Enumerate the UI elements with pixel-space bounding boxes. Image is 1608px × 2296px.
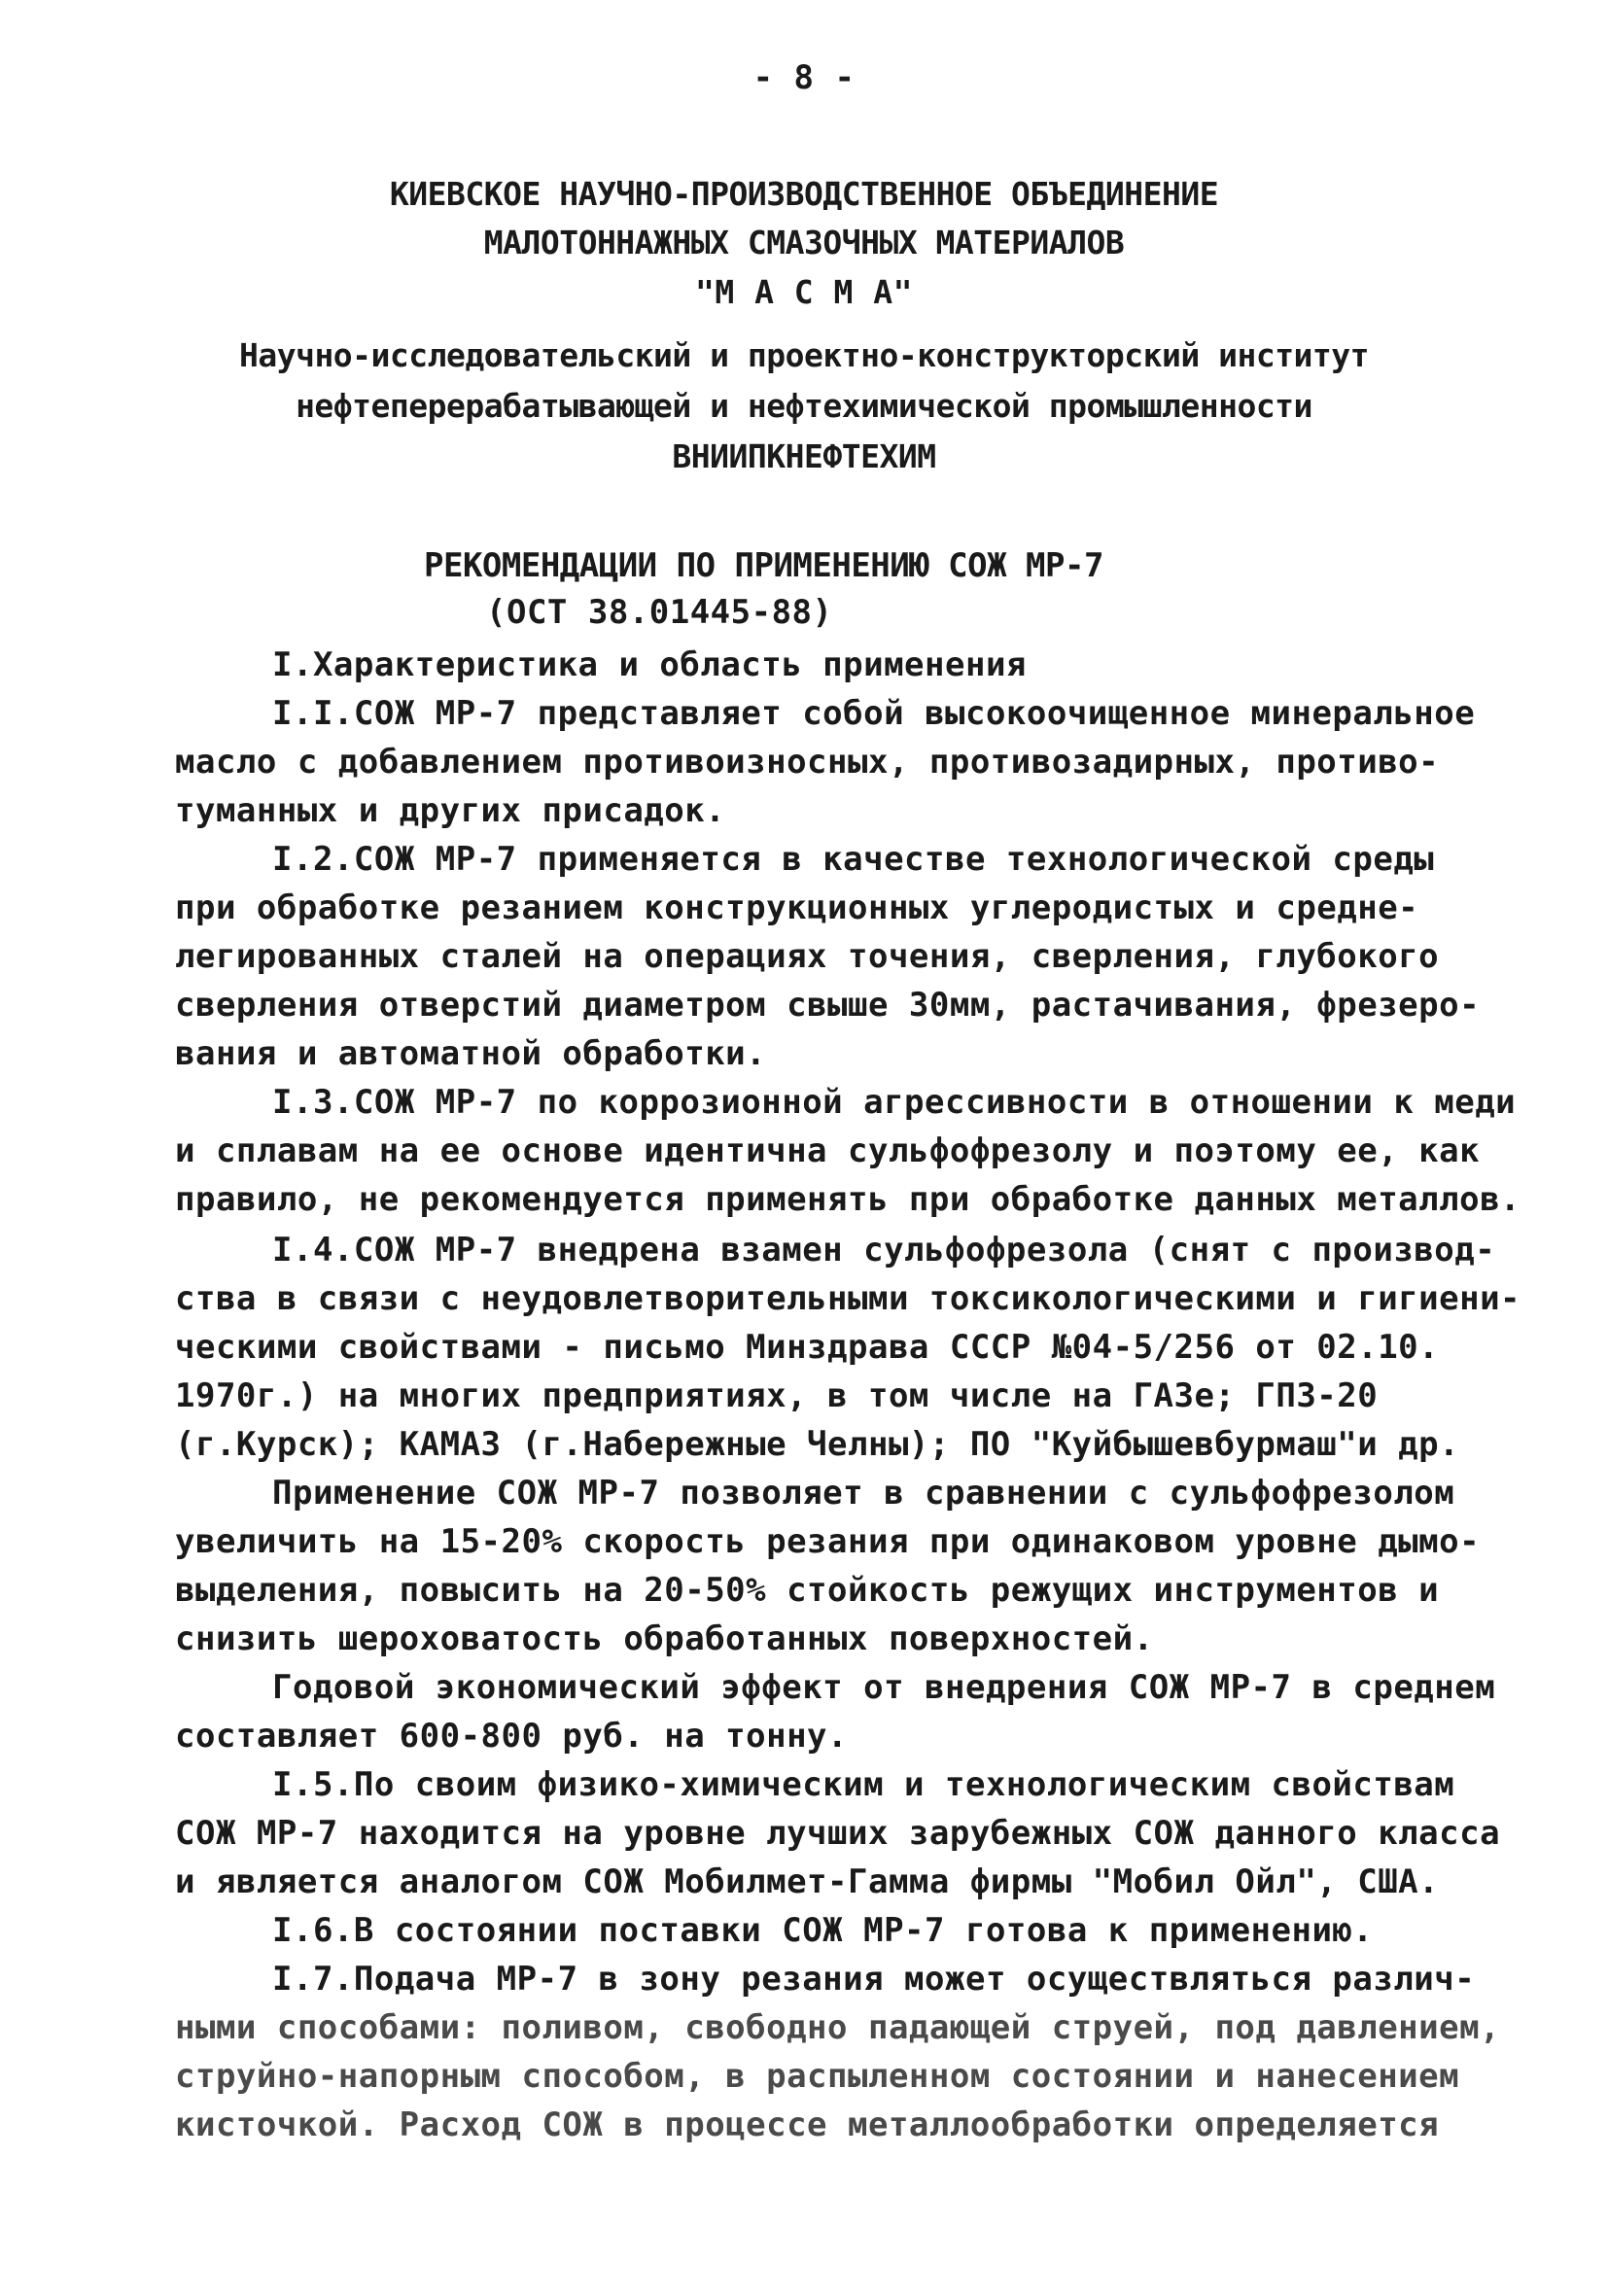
document-standard: (ОСТ 38.01445-88)	[486, 593, 833, 632]
paragraph-line: I.3.СОЖ МР-7 по коррозионной агрессивности в отношении к меди	[272, 1083, 1517, 1122]
paragraph-line: ческими свойствами - письмо Минздрава СССР №04-5/256 от 02.10.	[175, 1328, 1440, 1367]
org-name-line1: КИЕВСКОЕ НАУЧНО-ПРОИЗВОДСТВЕННОЕ ОБЪЕДИНЕНИЕ	[389, 175, 1219, 213]
org-name-line3: "М А С М А"	[694, 273, 914, 311]
paragraph-line: составляет 600-800 руб. на тонну.	[175, 1717, 849, 1756]
paragraph-line: Годовой экономический эффект от внедрения СОЖ МР-7 в среднем	[272, 1668, 1496, 1707]
paragraph-line: легированных сталей на операциях точения, сверления, глубокого	[175, 937, 1440, 976]
paragraph-line: I.I.СОЖ МР-7 представляет собой высокоочищенное минеральное	[272, 694, 1476, 733]
paragraph-line: 1970г.) на многих предприятиях, в том числе на ГАЗе; ГПЗ-20	[175, 1376, 1379, 1415]
paragraph-line: I.6.В состоянии поставки СОЖ МР-7 готова к применению.	[272, 1911, 1374, 1950]
paragraph-line: и сплавам на ее основе идентична сульфофрезолу и поэтому ее, как	[175, 1131, 1481, 1170]
paragraph-line: I.7.Подача МР-7 в зону резания может осуществляться различ-	[272, 1960, 1476, 1999]
paragraph-line: снизить шероховатость обработанных поверхностей.	[175, 1619, 1154, 1658]
paragraph-line: струйно-напорным способом, в распыленном состоянии и нанесением	[175, 2057, 1460, 2096]
paragraph-line: I.5.По своим физико-химическим и технологическим свойствам	[272, 1765, 1455, 1804]
paragraph-line: правило, не рекомендуется применять при обработке данных металлов.	[175, 1180, 1521, 1219]
section-heading: I.Характеристика и область применения	[272, 645, 1027, 684]
paragraph-line: ными способами: поливом, свободно падающей струей, под давлением,	[175, 2008, 1501, 2047]
page-number: - 8 -	[752, 58, 856, 97]
paragraph-line: вания и автоматной обработки.	[175, 1034, 767, 1073]
institute-line1: Научно-исследовательский и проектно-конструкторский институт	[238, 336, 1370, 374]
paragraph-line: и является аналогом СОЖ Мобилмет-Гамма фирмы "Мобил Ойл", США.	[175, 1862, 1440, 1901]
paragraph-line: масло с добавлением противоизносных, противозадирных, противо-	[175, 743, 1440, 782]
paragraph-line: Применение СОЖ МР-7 позволяет в сравнении с сульфофрезолом	[272, 1474, 1455, 1513]
institute-line2: нефтеперерабатывающей и нефтехимической промышленности	[296, 387, 1312, 425]
institute-line3: ВНИИПКНЕФТЕХИМ	[672, 437, 936, 475]
paragraph-line: выделения, повысить на 20-50% стойкость режущих инструментов и	[175, 1571, 1440, 1610]
paragraph-line: при обработке резанием конструкционных углеродистых и средне-	[175, 888, 1419, 927]
paragraph-line: сверления отверстий диаметром свыше 30мм, растачивания, фрезеро-	[175, 986, 1481, 1025]
paragraph-line: (г.Курск); КАМАЗ (г.Набережные Челны); ПО "Куйбышевбурмаш"и др.	[175, 1425, 1460, 1464]
org-name-line2: МАЛОТОННАЖНЫХ СМАЗОЧНЫХ МАТЕРИАЛОВ	[483, 224, 1125, 261]
paragraph-line: кисточкой. Расход СОЖ в процессе металлообработки определяется	[175, 2105, 1440, 2144]
paragraph-line: ства в связи с неудовлетворительными токсикологическими и гигиени-	[175, 1279, 1521, 1318]
paragraph-line: СОЖ МР-7 находится на уровне лучших зарубежных СОЖ данного класса	[175, 1814, 1501, 1853]
paragraph-line: увеличить на 15-20% скорость резания при одинаковом уровне дымо-	[175, 1522, 1481, 1561]
paragraph-line: I.2.СОЖ МР-7 применяется в качестве технологической среды	[272, 840, 1435, 879]
document-title: РЕКОМЕНДАЦИИ ПО ПРИМЕНЕНИЮ СОЖ МР-7	[424, 546, 1103, 585]
paragraph-line: I.4.СОЖ МР-7 внедрена взамен сульфофрезола (снят с производ-	[272, 1231, 1496, 1270]
paragraph-line: туманных и других присадок.	[175, 791, 726, 830]
